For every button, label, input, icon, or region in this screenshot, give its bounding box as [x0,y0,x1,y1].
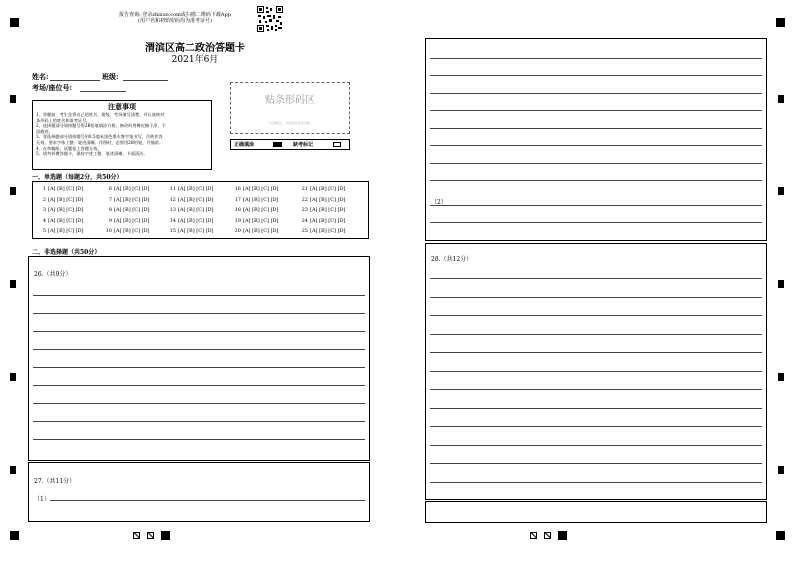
mcq-question-14[interactable] [167,218,214,224]
notes-line: 1、答题前，考生先将自己的姓名、班级、考场填写清楚，并认真核对 [36,112,165,117]
mcq-number: 21 [301,186,308,192]
mcq-number: 12 [169,196,176,203]
side-mark [10,466,16,474]
mcq-number: 6 [108,186,112,192]
mcq-number: 16 [234,186,241,192]
q28-answer-line[interactable] [430,315,762,316]
section2-title: 二、非选择题（共50分） [32,249,101,256]
mcq-question-12[interactable] [167,197,214,203]
mcq-number: 25 [301,228,308,234]
mcq-question-17[interactable] [232,197,279,203]
mcq-question-20[interactable] [232,228,279,234]
mcq-number: 10 [105,228,112,234]
barcode-label: 贴条形码区 [265,95,315,106]
q26-box [28,256,370,461]
side-mark [778,187,784,195]
notes-line: 3、非选择题部分请按题号用0.5毫米黑色墨水签字笔书写，否则作答 [36,134,163,140]
mcq-number: 8 [108,207,112,213]
q26-answer-line[interactable] [33,367,365,368]
mcq-question-18[interactable] [232,207,279,213]
q28-answer-line[interactable] [430,408,762,409]
mcq-question-1[interactable] [37,186,84,192]
mcq-options[interactable]: [A] [B] [C] [D] [178,207,214,213]
mcq-question-22[interactable] [299,197,346,203]
q26-label: 26.（共9分） [34,271,72,278]
barcode-area [230,82,350,134]
mcq-number: 23 [301,207,308,213]
page-id-slash-icon [530,532,537,539]
q26-answer-line[interactable] [33,349,365,350]
mcq-number: 1 [42,186,46,192]
mcq-question-13[interactable] [167,207,214,213]
mcq-question-21[interactable] [299,186,346,192]
notes-line: 留痕迹。 [36,128,53,134]
side-mark [10,280,16,288]
side-mark [778,95,784,103]
mcq-options[interactable]: [A] [B] [C] [D] [114,207,150,213]
corner-mark [10,531,19,540]
side-mark [778,466,784,474]
q28-answer-line[interactable] [430,352,762,353]
page-id-slash-icon [147,532,154,539]
q26-answer-line[interactable] [33,439,365,440]
mcq-number: 9 [108,217,112,224]
q27-box [28,462,370,522]
q28-answer-line[interactable] [430,445,762,446]
mcq-question-2[interactable] [37,197,84,203]
mcq-options[interactable]: [A] [B] [C] [D] [48,196,84,203]
room-label: 考场/座位号: [32,83,73,92]
q27-answer-line[interactable] [430,58,762,59]
mcq-question-25[interactable] [299,228,346,234]
notes-line: 条形码上的姓名和准考证号。 [36,117,91,123]
mcq-number: 11 [169,186,176,192]
mcq-number: 20 [234,228,241,234]
side-mark [778,280,784,288]
mcq-number: 4 [42,217,46,224]
q27-answer-line[interactable] [430,110,762,111]
mcq-options[interactable]: [A] [B] [C] [D] [310,228,346,234]
q26-answer-line[interactable] [33,295,365,296]
mcq-options[interactable]: [A] [B] [C] [D] [178,186,214,192]
mcq-number: 24 [301,217,308,224]
side-mark [10,373,16,381]
mcq-grid [32,181,369,239]
mcq-number: 22 [301,196,308,203]
mcq-question-23[interactable] [299,207,346,213]
notes-line: 2、选择题部分请按题号用2B铅笔填涂方框，修改时用橡皮擦干净，不 [36,123,166,129]
barcode-hint: (正面朝上，切勿贴出虚线方框) [269,121,311,125]
class-label: 班级: [102,72,119,81]
report-notice-line1: 报告查询: 登录zhixue.com或扫描二维码下载App [119,12,231,18]
qr-code-icon [257,6,283,32]
side-mark [10,187,16,195]
mcq-number: 15 [169,228,176,234]
mcq-question-8[interactable] [103,207,150,213]
mcq-question-6[interactable] [103,186,150,192]
q27-answer-line[interactable] [430,180,762,181]
notes-title: 注意事项 [108,102,136,111]
mcq-question-16[interactable] [232,186,279,192]
side-mark [778,373,784,381]
mcq-options[interactable]: [A] [B] [C] [D] [178,196,214,203]
name-label: 姓名: [32,72,49,81]
corner-mark [10,18,19,27]
mcq-options[interactable]: [A] [B] [C] [D] [243,217,279,224]
notes-list [33,112,211,157]
mcq-question-10[interactable] [103,228,150,234]
section1-title: 一、单选题（每题2分，共50分） [32,174,123,181]
mcq-options[interactable]: [A] [B] [C] [D] [310,217,346,224]
mcq-options[interactable]: [A] [B] [C] [D] [178,217,214,224]
mcq-options[interactable]: [A] [B] [C] [D] [243,196,279,203]
mcq-options[interactable]: [A] [B] [C] [D] [48,228,84,234]
q27-answer-line[interactable] [430,145,762,146]
page-title: 渭滨区高二政治答题卡 [145,43,245,54]
exam-date: 2021年6月 [171,55,219,65]
mcq-number: 17 [234,196,241,203]
q28-answer-line[interactable] [430,426,762,427]
q27-answer-line[interactable] [430,128,762,129]
notes-line: 5、请勿折叠答题卡，保持字迹工整、笔迹清晰、卡面清洁。 [36,151,148,157]
mcq-options[interactable]: [A] [B] [C] [D] [243,186,279,192]
absent-mark-checkbox[interactable] [333,142,341,147]
page-id-mark [161,531,170,540]
mcq-number: 14 [169,217,176,224]
mcq-number: 7 [108,196,112,203]
q27-sub2-label: （2） [431,199,447,206]
room-field[interactable] [80,91,126,92]
absent-mark-label: 缺考标记 [293,142,314,148]
mcq-options[interactable]: [A] [B] [C] [D] [48,186,84,192]
q26-answer-line[interactable] [33,421,365,422]
mcq-question-7[interactable] [103,197,150,203]
q28-box [425,243,767,500]
mcq-options[interactable]: [A] [B] [C] [D] [178,228,214,234]
q28-label: 28.（共12分） [431,256,473,263]
mcq-number: 13 [169,207,176,213]
q27-sub1-label: （1） [34,496,50,503]
mcq-number: 2 [42,196,46,203]
report-notice-line2: (用户名和初始密码均为准考证号) [138,18,212,24]
mcq-options[interactable]: [A] [B] [C] [D] [310,186,346,192]
mcq-options[interactable]: [A] [B] [C] [D] [48,217,84,224]
mcq-number: 18 [234,207,241,213]
mcq-options[interactable]: [A] [B] [C] [D] [114,228,150,234]
q28-answer-line[interactable] [430,371,762,372]
mcq-number: 19 [234,217,241,224]
mcq-question-11[interactable] [167,186,214,192]
q27-answer-line[interactable] [430,93,717,94]
q27-sub1-answer-line[interactable] [50,500,365,501]
q26-answer-line[interactable] [33,313,365,314]
mcq-question-15[interactable] [167,228,214,234]
q28-answer-line[interactable] [430,463,762,464]
mcq-question-19[interactable] [232,218,279,224]
report-notice [110,12,240,24]
mcq-question-3[interactable] [37,207,84,213]
mcq-options[interactable]: [A] [B] [C] [D] [114,196,150,203]
q28-answer-line[interactable] [430,482,762,483]
corner-mark [776,18,785,27]
mcq-options[interactable]: [A] [B] [C] [D] [243,207,279,213]
q28-answer-line[interactable] [430,297,762,298]
correct-fill-label: 正确填涂 [234,142,255,148]
mcq-options[interactable]: [A] [B] [C] [D] [243,228,279,234]
mcq-options[interactable]: [A] [B] [C] [D] [114,186,150,192]
q26-answer-line[interactable] [33,403,365,404]
corner-mark [776,531,785,540]
mcq-number: 3 [42,207,46,213]
name-field[interactable] [50,80,100,81]
fill-legend [230,139,350,150]
q27-answer-line[interactable] [430,75,762,76]
mcq-number: 5 [42,228,46,234]
notes-line: 4、在草稿纸、试题卷上答题无效。 [36,145,102,151]
page-id-mark [558,531,567,540]
q28-answer-line[interactable] [430,389,762,390]
mcq-question-24[interactable] [299,218,346,224]
blank-box [425,501,767,523]
class-field[interactable] [123,80,168,81]
mcq-options[interactable]: [A] [B] [C] [D] [114,217,150,224]
mcq-question-5[interactable] [37,228,84,234]
notes-box [32,100,212,170]
q27-continued-box [425,38,767,241]
q26-answer-line[interactable] [33,331,365,332]
mcq-options[interactable]: [A] [B] [C] [D] [310,196,346,203]
mcq-question-4[interactable] [37,218,84,224]
side-mark [10,95,16,103]
q28-answer-line[interactable] [430,278,762,279]
mcq-options[interactable]: [A] [B] [C] [D] [48,207,84,213]
q27-answer-line[interactable] [430,163,762,164]
q26-answer-line[interactable] [33,385,365,386]
q27-label: 27.（共11分） [34,478,76,485]
mcq-options[interactable]: [A] [B] [C] [D] [310,207,346,213]
mcq-question-9[interactable] [103,218,150,224]
notes-line: 无效。要求字体工整、笔迹清晰。作图时，必须用2B铅笔，并描浓。 [36,139,164,145]
correct-fill-sample [273,142,282,147]
q27-answer-line[interactable] [430,205,762,206]
page-id-slash-icon [133,532,140,539]
q28-answer-line[interactable] [430,334,762,335]
page-id-slash-icon [544,532,551,539]
q27-answer-line[interactable] [430,222,762,223]
